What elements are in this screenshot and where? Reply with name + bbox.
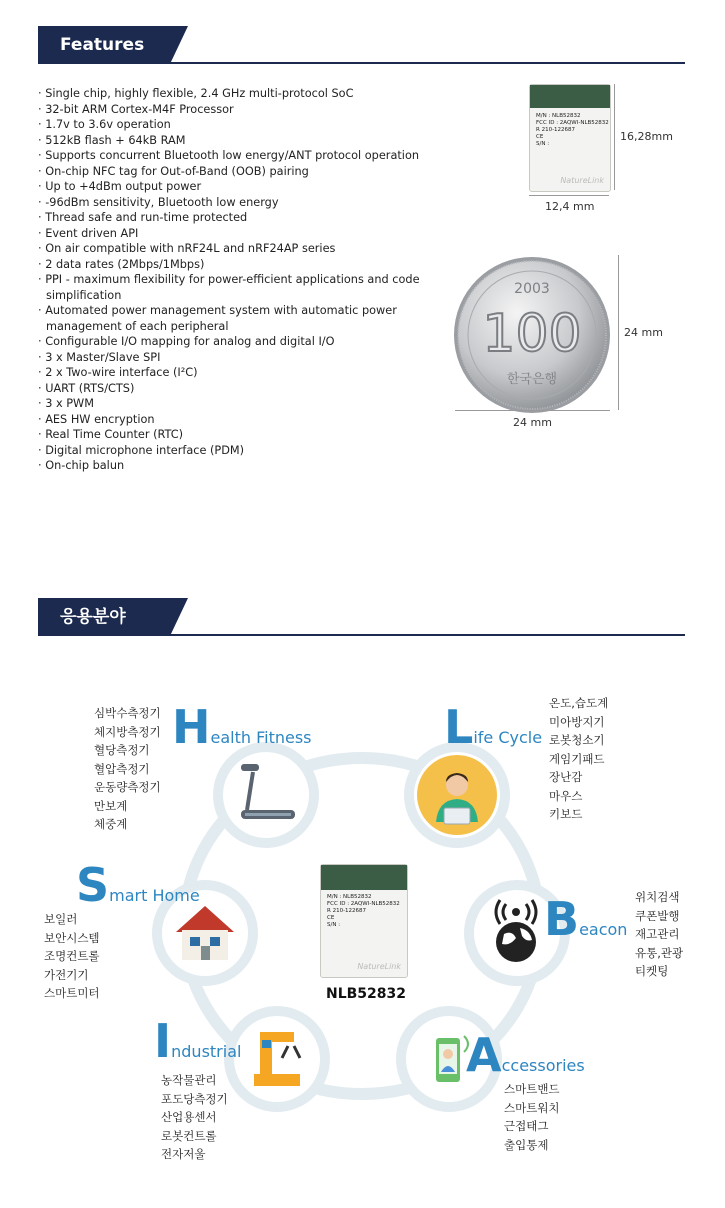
- feature-item: · Single chip, highly flexible, 2.4 GHz multi-protocol SoC: [38, 86, 458, 102]
- applications-title: 응용분야: [38, 598, 170, 636]
- application-item: 체지방측정기: [94, 724, 161, 739]
- feature-item: · Event driven API: [38, 226, 458, 242]
- applications-rule: [38, 634, 685, 636]
- accessories-rest: ccessories: [501, 1056, 585, 1075]
- center-module-fcc: FCC ID : 2AQWI-NLB52832: [327, 901, 400, 908]
- person-laptop-icon: [414, 752, 500, 838]
- module-ce: CE: [536, 133, 544, 140]
- application-item: 위치검색: [635, 890, 680, 904]
- application-item: 스마트밴드: [504, 1082, 560, 1096]
- module-cert: R 210-122687: [536, 126, 576, 133]
- application-item: 가전기기: [44, 967, 89, 982]
- beacon-rest: eacon: [579, 920, 628, 939]
- module-fcc: FCC ID : 2AQWI-NLB52832: [536, 119, 609, 126]
- coin-height-line: [618, 255, 619, 410]
- module-sn: S/N :: [536, 140, 550, 147]
- application-item: 스마트워치: [504, 1100, 560, 1115]
- feature-item: · Configurable I/O mapping for analog and digital I/O: [38, 334, 458, 350]
- application-item: 조명컨트롤: [44, 949, 100, 963]
- smart-home-list: [44, 910, 100, 1003]
- feature-item: · AES HW encryption: [38, 412, 458, 428]
- industrial-label: [154, 1014, 242, 1068]
- robot-arm-icon: [234, 1016, 320, 1102]
- node-health: [213, 742, 319, 848]
- beacon-initial: B: [544, 892, 580, 946]
- center-module-pcb: [321, 865, 407, 890]
- feature-item: · 1.7v to 3.6v operation: [38, 117, 458, 133]
- application-item: 심박수측정기: [94, 706, 161, 720]
- application-item: 혈압측정기: [94, 761, 150, 776]
- application-item: 근접태그: [504, 1119, 549, 1133]
- smart-home-initial: S: [76, 858, 110, 912]
- application-item: 스마트미터: [44, 986, 100, 1000]
- application-item: 만보계: [94, 798, 128, 813]
- feature-item: · 3 x Master/Slave SPI: [38, 350, 458, 366]
- application-item: 재고관리: [635, 927, 680, 941]
- module-height-line: [614, 84, 615, 190]
- beacon-label: [544, 892, 628, 946]
- coin-image: [452, 255, 612, 415]
- coin-height-dim: 24 mm: [624, 326, 663, 339]
- features-title: Features: [38, 26, 170, 64]
- node-life: [404, 742, 510, 848]
- applications-header: [38, 598, 685, 636]
- health-label: [172, 700, 312, 754]
- coin-value: 100: [482, 304, 582, 364]
- accessories-initial: A: [466, 1028, 502, 1082]
- feature-item: · -96dBm sensitivity, Bluetooth low energy: [38, 195, 458, 211]
- feature-item: · Up to +4dBm output power: [38, 179, 458, 195]
- application-item: 보일러: [44, 912, 78, 926]
- beacon-list: [635, 888, 683, 981]
- feature-item: · 32-bit ARM Cortex-M4F Processor: [38, 102, 458, 118]
- feature-item: · On-chip balun: [38, 458, 458, 474]
- accessories-label: [466, 1028, 585, 1082]
- center-module-sn: S/N :: [327, 922, 341, 929]
- feature-item: · 3 x PWM: [38, 396, 458, 412]
- center-module-ce: CE: [327, 915, 335, 922]
- feature-item: · On air compatible with nRF24L and nRF24AP series: [38, 241, 458, 257]
- accessories-list: [504, 1080, 560, 1154]
- module-label-text: [536, 113, 609, 148]
- module-width-line: [529, 195, 609, 196]
- coin-text: 한국은행: [506, 372, 558, 387]
- application-item: 쿠폰발행: [635, 908, 680, 923]
- center-module-label: [327, 894, 400, 929]
- application-item: 유통,관광: [635, 945, 684, 960]
- coin-year: 2003: [514, 281, 550, 297]
- center-module-cert: R 210-122687: [327, 908, 367, 915]
- application-item: 로봇청소기: [549, 733, 605, 747]
- smart-home-rest: mart Home: [109, 886, 200, 905]
- module-height-dim: 16,28mm: [620, 130, 673, 143]
- module-width-dim: 12,4 mm: [545, 200, 595, 213]
- center-module-brand: NatureLink: [357, 962, 401, 971]
- module-image-small: [529, 84, 611, 192]
- module-mn: M/N : NLB52832: [536, 112, 581, 119]
- application-item: 티켓팅: [635, 964, 669, 978]
- feature-item: · 2 x Two-wire interface (I²C): [38, 365, 458, 381]
- life-rest: ife Cycle: [473, 728, 543, 747]
- module-brand: NatureLink: [560, 176, 604, 185]
- application-item: 농작물관리: [161, 1073, 217, 1087]
- feature-item: · Thread safe and run-time protected: [38, 210, 458, 226]
- features-list: [38, 86, 458, 474]
- feature-item: · Digital microphone interface (PDM): [38, 443, 458, 459]
- application-item: 운동량측정기: [94, 780, 161, 794]
- application-item: 장난감: [549, 770, 583, 784]
- coin-width-dim: 24 mm: [513, 416, 552, 429]
- application-item: 게임기패드: [549, 751, 605, 766]
- life-initial: L: [444, 700, 474, 754]
- application-item: 온도,습도계: [549, 696, 609, 710]
- treadmill-icon: [223, 752, 309, 838]
- application-item: 미아방지기: [549, 714, 605, 729]
- application-item: 혈당측정기: [94, 743, 150, 757]
- application-item: 포도당측정기: [161, 1091, 228, 1106]
- application-item: 키보드: [549, 807, 583, 821]
- application-item: 체중계: [94, 817, 128, 831]
- application-item: 보안시스템: [44, 930, 100, 945]
- feature-item: · PPI - maximum flexibility for power-efficient applications and code simplification: [38, 272, 458, 303]
- module-pcb: [530, 85, 610, 108]
- health-rest: ealth Fitness: [210, 728, 312, 747]
- life-label: [444, 700, 543, 754]
- feature-item: · UART (RTS/CTS): [38, 381, 458, 397]
- application-item: 전자저울: [161, 1147, 206, 1161]
- feature-item: · Automated power management system with automatic power management of each peripheral: [38, 303, 458, 334]
- feature-item: · 2 data rates (2Mbps/1Mbps): [38, 257, 458, 273]
- module-image-center: [320, 864, 408, 978]
- life-list: [549, 694, 608, 824]
- feature-item: · On-chip NFC tag for Out-of-Band (OOB) pairing: [38, 164, 458, 180]
- application-item: 산업용센서: [161, 1110, 217, 1124]
- application-item: 마우스: [549, 788, 583, 803]
- smart-home-label: [76, 858, 200, 912]
- health-initial: H: [172, 700, 211, 754]
- industrial-rest: ndustrial: [171, 1042, 242, 1061]
- coin-width-line: [455, 410, 610, 411]
- center-model-label: NLB52832: [326, 986, 407, 1002]
- industrial-initial: I: [154, 1014, 172, 1068]
- features-header: [38, 26, 685, 64]
- health-list: [94, 704, 161, 834]
- feature-item: · Real Time Counter (RTC): [38, 427, 458, 443]
- feature-item: · 512kB flash + 64kB RAM: [38, 133, 458, 149]
- application-item: 출입통제: [504, 1137, 549, 1152]
- application-item: 로봇컨트롤: [161, 1128, 217, 1143]
- feature-item: · Supports concurrent Bluetooth low energy/ANT protocol operation: [38, 148, 458, 164]
- center-module-mn: M/N : NLB52832: [327, 894, 372, 901]
- industrial-list: [161, 1071, 228, 1164]
- features-rule: [38, 62, 685, 64]
